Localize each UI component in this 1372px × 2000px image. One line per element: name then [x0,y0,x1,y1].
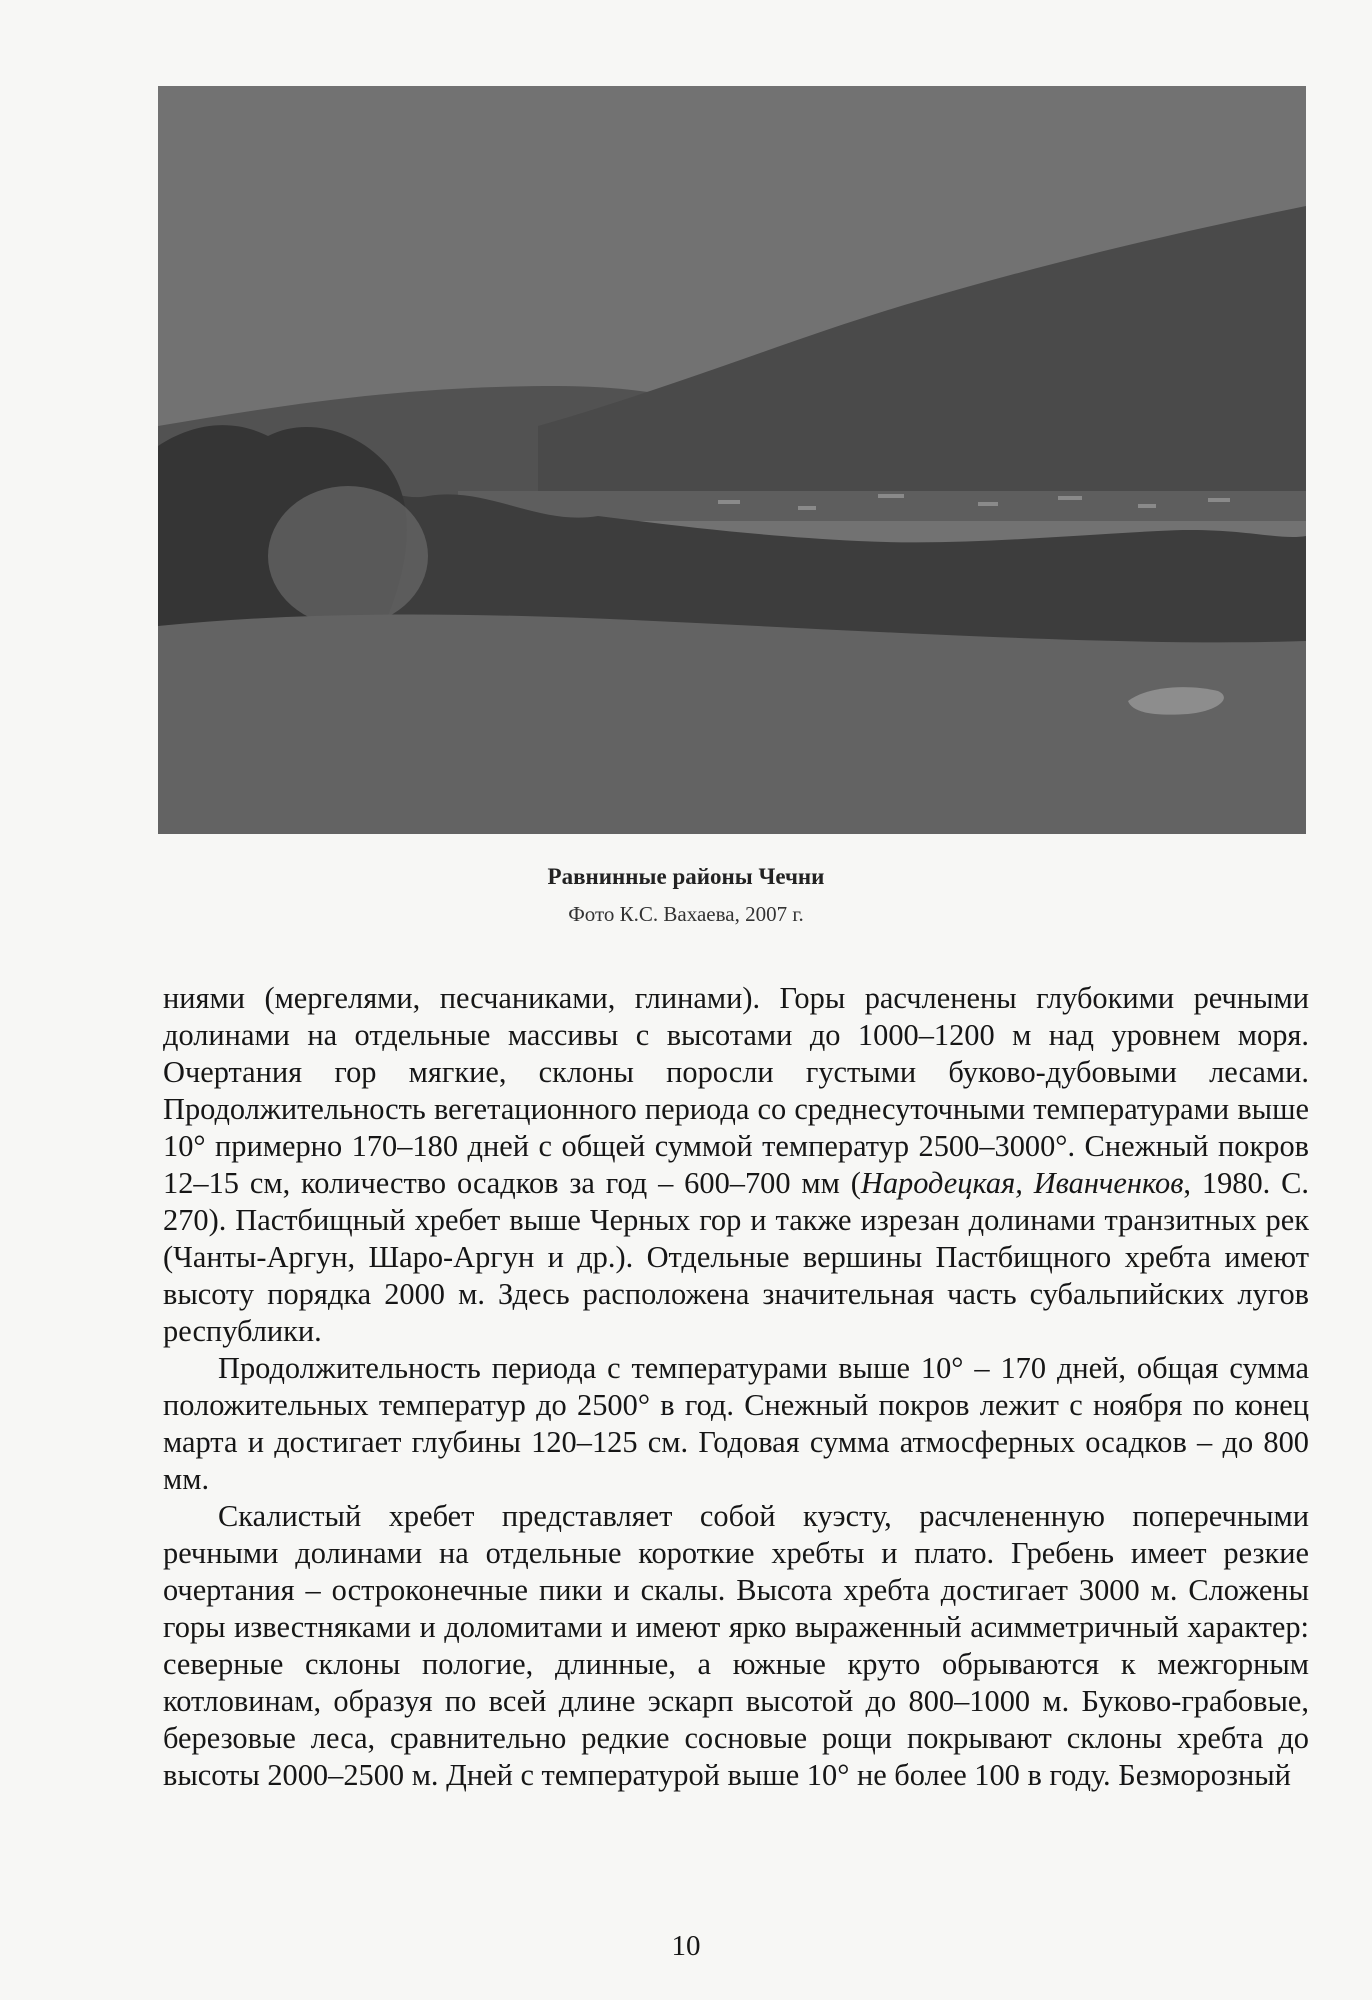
landscape-illustration [158,86,1306,834]
paragraph-2: Продолжительность периода с температурами выше 10° – 170 дней, общая сумма положительных температур до 2500° в год. Снежный покров лежит с ноября по конец марта и достигает глубины 120–125 см. Годовая сумма атмосферных осадков – до 800 мм. [163,1351,1309,1496]
body-text [163,980,1309,1794]
paragraph-1-part-b: , 1980. С. 270). Пастбищный хребет выше Черных гор и также изрезан долинами транзитных рек (Чанты-Аргун, Шаро-Аргун и др.). Отдельные вершины Пастбищного хребта имеют высоту порядка 2000 м. Здесь расположена значительная часть субальпийских лугов республики. [163,1166,1310,1348]
caption-credit: Фото К.С. Вахаева, 2007 г. [568,902,804,926]
paragraph-3: Скалистый хребет представляет собой куэсту, расчлененную поперечными речными долинами на отдельные короткие хребты и плато. Гребень имеет резкие очертания – остроконечные пики и скалы. Высота хребта достигает 3000 м. Сложены горы известняками и доломитами и имеют ярко выраженный асимметричный характер: северные склоны пологие, длинные, а южные круто обрываются к межгорным котловинам, образуя по всей длине эскарп высотой до 800–1000 м. Буково-грабовые, березовые леса, сравнительно редкие сосновые рощи покрывают склоны хребта до высоты 2000–2500 м. Дней с температурой выше 10° не более 100 в году. Безморозный [163,1499,1309,1792]
caption-title: Равнинные районы Чечни [547,864,825,889]
landscape-photo [158,86,1306,834]
paragraph-1 [163,980,1309,1350]
page-number: 10 [671,1930,701,1962]
paragraph-1-part-a: ниями (мергелями, песчаниками, глинами). Горы расчленены глубокими речными долинами на отдельные массивы с высотами до 1000–1200 м над уровнем моря. Очертания гор мягкие, склоны поросли густыми буково-дубовыми лесами. Продолжительность вегетационного периода со среднесуточными температурами выше 10° примерно 170–180 дней с общей суммой температур 2500–3000°. Снежный покров 12–15 см, количество осадков за год – 600–700 мм ( [163,981,1309,1200]
citation-authors: Народецкая, Иванченков [860,1166,1184,1200]
